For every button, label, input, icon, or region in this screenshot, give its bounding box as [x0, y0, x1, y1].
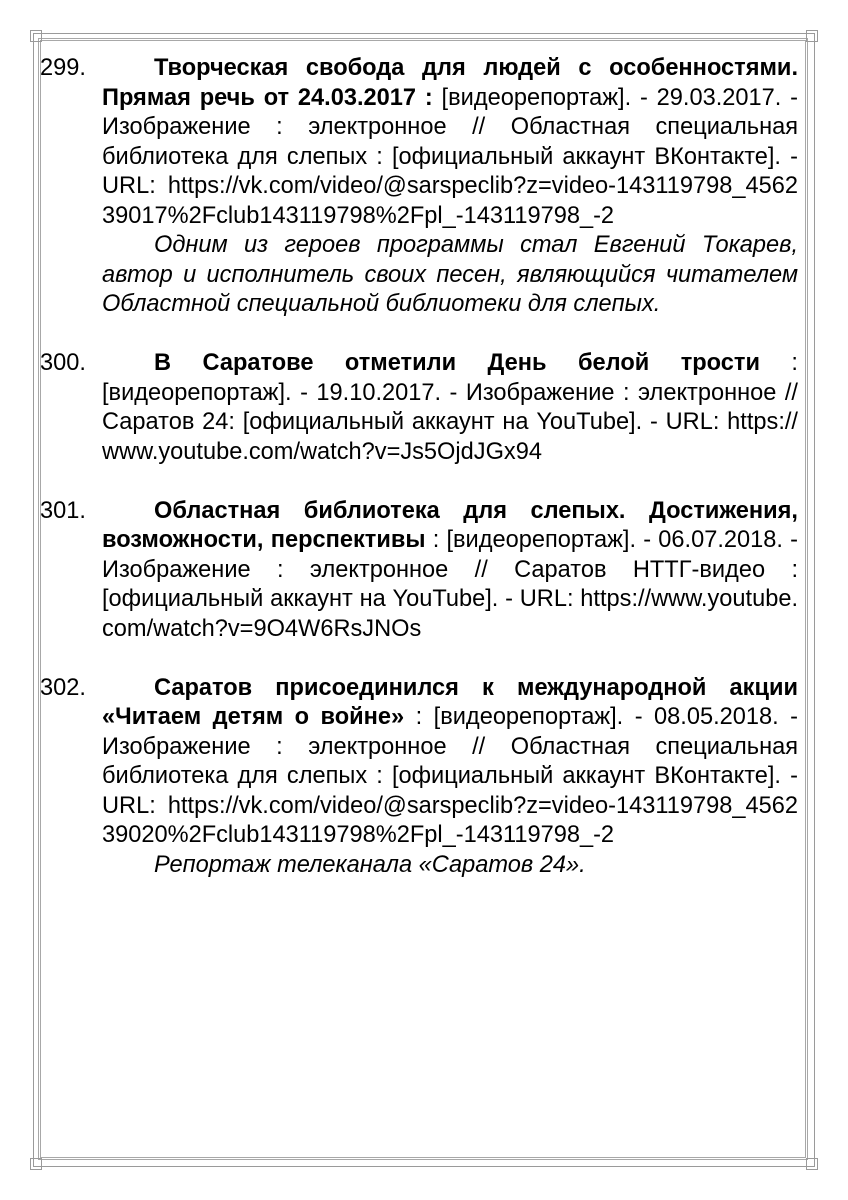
- entry-description: : [видеорепортаж]. - 06.07.2018. - Изображение : электронное // Саратов НТТГ-видео : [официальный аккаунт на YouTube]. - URL:: [102, 527, 798, 612]
- entry-citation: [102, 497, 798, 645]
- entry-number: 299.: [40, 55, 86, 81]
- bibliography-entry: [40, 54, 798, 320]
- bibliography-list: [40, 54, 798, 910]
- bibliography-entry: [40, 497, 798, 645]
- entry-url[interactable]: https://vk.com/video/@sarspeclib?z=video-143119798_456239020%2Fclub143119798%2Fpl_-143119798_-2: [102, 792, 798, 848]
- entry-citation: [102, 349, 798, 467]
- entry-title: Саратов присоединился к международной акции «Читаем детям о войне»: [102, 674, 798, 730]
- entry-number: 302.: [40, 674, 86, 701]
- entry-citation: [102, 674, 798, 851]
- entry-title: В Саратове отметили День белой трости: [154, 350, 760, 376]
- entry-number: 301.: [40, 497, 86, 524]
- border-corner-ornament: [806, 1158, 818, 1170]
- entry-url[interactable]: https://www.youtube.com/watch?v=9O4W6RsJNOs: [102, 586, 798, 642]
- border-corner-ornament: [806, 30, 818, 42]
- entry-citation: [102, 54, 798, 231]
- border-corner-ornament: [30, 1158, 42, 1170]
- entry-description: : [видеорепортаж]. - 08.05.2018. - Изображение : электронное // Областная специальная библиотека для слепых : [официальный аккаунт ВКонтакте]. - URL:: [102, 704, 799, 819]
- entry-description: [видеорепортаж]. - 29.03.2017. - Изображение : электронное // Областная специальная библиотека для слепых : [официальный аккаунт ВКонтакте]. - URL:: [102, 84, 799, 199]
- bibliography-entry: [40, 349, 798, 467]
- entry-title: Областная библиотека для слепых. Достижения, возможности, перспективы: [102, 497, 798, 553]
- entry-description: : [видеорепортаж]. - 19.10.2017. - Изображение : электронное // Саратов 24: [официальный аккаунт на YouTube]. - URL:: [102, 350, 798, 435]
- border-corner-ornament: [30, 30, 42, 42]
- entry-url[interactable]: https://www.youtube.com/watch?v=Js5OjdJGx94: [102, 409, 798, 465]
- entry-number: 300.: [40, 350, 86, 376]
- entry-annotation: Репортаж телеканала «Саратов 24».: [154, 851, 586, 878]
- entry-annotation: Одним из героев программы стал Евгений Токарев, автор и исполнитель своих песен, являющийся читателем Областной специальной библиотеки для слепых.: [102, 232, 798, 317]
- entry-url[interactable]: https://vk.com/video/@sarspeclib?z=video-143119798_456239017%2Fclub143119798%2Fpl_-143119798_-2: [102, 173, 798, 229]
- entry-title: Творческая свобода для людей с особенностями. Прямая речь от 24.03.2017 :: [102, 55, 798, 111]
- bibliography-entry: [40, 674, 798, 881]
